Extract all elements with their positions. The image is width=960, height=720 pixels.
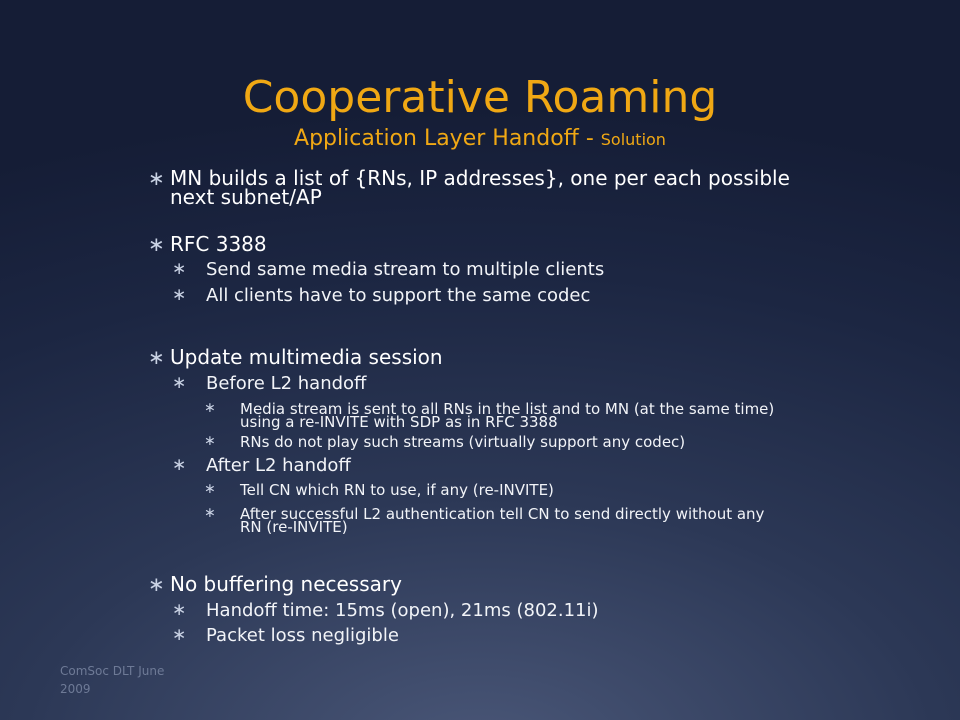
bullet-text: Update multimedia session (170, 345, 443, 369)
bullet-icon: ∗ (172, 455, 187, 475)
subtitle-text: Application Layer Handoff - (294, 126, 601, 151)
bullet-icon: ∗ (172, 259, 187, 279)
bullet-icon: ∗ (172, 625, 187, 645)
bullet-text: RFC 3388 (170, 232, 267, 256)
bullet-text: RNs do not play such streams (virtually support any codec) (240, 433, 686, 451)
bullet-text: All clients have to support the same codec (206, 285, 591, 306)
bullet-text: RN (re-INVITE) (240, 518, 348, 536)
bullet-icon: ∗ (204, 433, 216, 449)
bullet-text: next subnet/AP (170, 185, 322, 209)
bullet-text: Tell CN which RN to use, if any (re-INVITE) (240, 481, 554, 499)
bullet-icon: ∗ (172, 600, 187, 620)
bullet-text: Send same media stream to multiple clients (206, 259, 605, 280)
bullet-icon: ∗ (204, 481, 216, 497)
title-subtitle (0, 126, 960, 153)
bullet-icon: ∗ (148, 572, 165, 596)
bullet-text: After L2 handoff (206, 455, 351, 476)
bullet-text: Media stream is sent to all RNs in the list and to MN (at the same time) (240, 400, 775, 418)
bullet-text: Packet loss negligible (206, 625, 399, 646)
bullet-icon: ∗ (148, 232, 165, 256)
title-main: Cooperative Roaming (242, 72, 718, 123)
bullet-text: No buffering necessary (170, 572, 402, 596)
bullet-icon: ∗ (204, 400, 216, 416)
bullet-icon: ∗ (172, 285, 187, 305)
subtitle-small: Solution (600, 130, 666, 149)
bullet-text: MN builds a list of {RNs, IP addresses}, one per each possible (170, 166, 790, 190)
bullet-text: Handoff time: 15ms (open), 21ms (802.11i) (206, 600, 599, 621)
bullet-icon: ∗ (148, 345, 165, 369)
bullet-icon: ∗ (148, 166, 165, 190)
bullet-text: Before L2 handoff (206, 373, 367, 394)
bullet-icon: ∗ (172, 373, 187, 393)
bullet-text: After successful L2 authentication tell CN to send directly without any (240, 505, 765, 523)
bullet-text: using a re-INVITE with SDP as in RFC 3388 (240, 413, 558, 431)
bullet-icon: ∗ (204, 505, 216, 521)
slide-title (0, 70, 960, 153)
footer-text: ComSoc DLT June 2009 (60, 664, 165, 696)
